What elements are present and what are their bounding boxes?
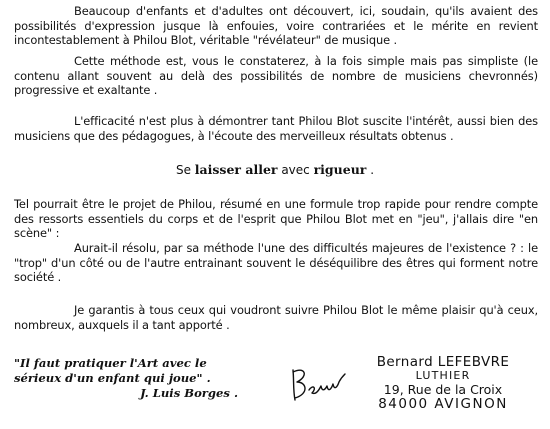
paragraph-4: Tel pourrait être le projet de Philou, résumé en une formule trop rapide pour rendre compte des ressorts essentiels du corps et de l'esprit que Philou Blot met en "jeu", j'allais dire "en scène" : (14, 197, 538, 241)
handwritten-signature (285, 360, 349, 406)
quote-author: J. Luis Borges . (140, 386, 238, 400)
sender-role: LUTHIER (415, 369, 471, 382)
sender-address (352, 355, 534, 411)
sender-city: 84000 AVIGNON (378, 396, 508, 412)
paragraph-6: Je garantis à tous ceux qui voudront suivre Philou Blot le même plaisir qu'à ceux, nombreux, auxquels il a tant apporté . (14, 303, 538, 332)
sender-street: 19, Rue de la Croix (383, 382, 503, 397)
motto-bold-1: laisser aller (194, 162, 278, 177)
motto (0, 162, 550, 177)
sender-name: Bernard LEFEBVRE (376, 354, 510, 370)
borges-quote (14, 356, 240, 401)
motto-pre: Se (175, 163, 195, 177)
quote-line-2: sérieux d'un enfant qui joue" . (14, 371, 211, 385)
motto-post: . (366, 163, 375, 177)
paragraph-5: Aurait-il résolu, par sa méthode l'une des difficultés majeures de l'existence ? : le "trop" d'un côté ou de l'autre entrainant souvent le déséquilibre des êtres qui forment notre société . (14, 241, 538, 285)
motto-mid: avec (277, 163, 314, 177)
paragraph-1: Beaucoup d'enfants et d'adultes ont découvert, ici, soudain, qu'ils avaient des possibilités d'expression jusque là enfouies, voire contrariées et le mérite en revient incontestablement à Philou Blot, véritable "révélateur" de musique . (14, 4, 538, 48)
quote-line-1: "Il faut pratiquer l'Art avec le (14, 356, 207, 370)
paragraph-3: L'efficacité n'est plus à démontrer tant Philou Blot suscite l'intérêt, aussi bien des musiciens que des pédagogues, à l'écoute des merveilleux résultats obtenus . (14, 114, 538, 143)
paragraph-2: Cette méthode est, vous le constaterez, à la fois simple mais pas simpliste (le contenu allant souvent au delà des possibilités de nombre de musiciens chevronnés) progressive et exaltante . (14, 54, 538, 98)
motto-bold-2: rigueur (313, 162, 367, 177)
